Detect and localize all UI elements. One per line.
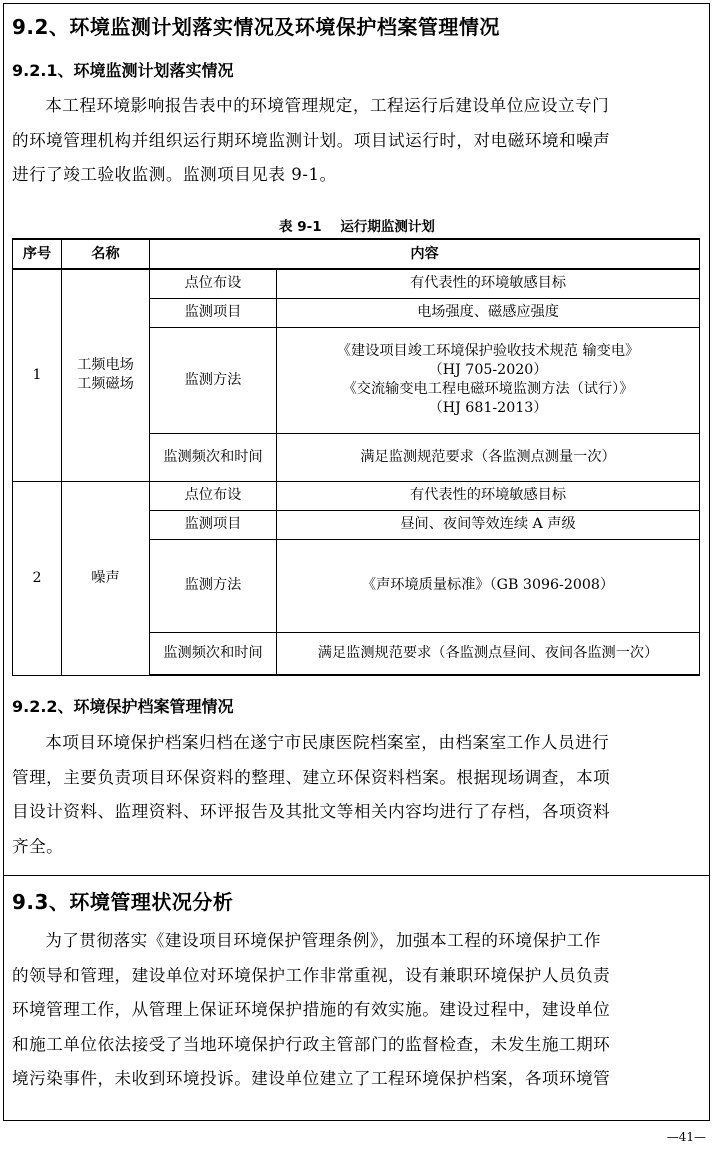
paragraph-line: 本项目环境保护档案归档在遂宁市民康医院档案室，由档案室工作人员进行 — [45, 733, 610, 752]
item-cell: 监测频次和时间 — [150, 433, 277, 481]
table-header-row — [13, 239, 700, 269]
content-line: 《建设项目竣工环境保护验收技术规范 输变电》 — [336, 343, 640, 359]
content-line: （HJ 681-2013） — [428, 400, 548, 416]
group-name-line: 工频电场 — [77, 357, 134, 374]
paragraph-line: 齐全。 — [12, 836, 64, 856]
item-cell: 监测项目 — [150, 298, 277, 327]
content-cell: 满足监测规范要求（各监测点昼间、夜间各监测一次） — [277, 632, 700, 675]
item-cell: 监测频次和时间 — [150, 632, 277, 675]
item-cell: 监测方法 — [150, 327, 277, 433]
item-cell: 点位布设 — [150, 481, 277, 510]
paragraph-line: 和施工单位依法接受了当地环境保护行政主管部门的监督检查，未发生施工期环 — [12, 1034, 611, 1054]
table-caption: 表 9-1 运行期监测计划 — [279, 219, 435, 235]
table-row — [13, 269, 700, 298]
header-content: 内容 — [150, 239, 700, 269]
paragraph-line: 境污染事件，未收到环境投诉。建设单位建立了工程环境保护档案，各项环境管 — [12, 1069, 611, 1089]
paragraph-line: 的领导和管理，建设单位对环境保护工作非常重视，设有兼职环境保护人员负责 — [12, 965, 611, 985]
section-9-3-title: 9.3、环境管理状况分析 — [12, 890, 234, 914]
item-cell: 监测方法 — [150, 539, 277, 632]
header-no: 序号 — [13, 239, 62, 269]
paragraph-line: 的环境管理机构并组织运行期环境监测计划。项目试运行时，对电磁环境和噪声 — [12, 130, 611, 150]
header-name: 名称 — [62, 239, 150, 269]
content-cell: 有代表性的环境敏感目标 — [277, 481, 700, 510]
group-name — [62, 481, 150, 675]
paragraph-line: 目设计资料、监理资料、环评报告及其批文等相关内容均进行了存档，各项资料 — [12, 802, 611, 822]
subsection-9-2-1-title: 9.2.1、环境监测计划落实情况 — [12, 61, 234, 80]
content-cell: 电场强度、磁感应强度 — [277, 298, 700, 327]
page-number: —41— — [666, 1130, 706, 1144]
paragraph-9-2-1 — [12, 89, 702, 193]
paragraph-line: 环境管理工作，从管理上保证环境保护措施的有效实施。建设过程中，建设单位 — [12, 1000, 611, 1020]
paragraph-line: 管理，主要负责项目环保资料的整理、建立环保资料档案。根据现场调查，本项 — [12, 767, 611, 787]
content-line: 《交流输变电工程电磁环境监测方法（试行）》 — [342, 381, 634, 397]
paragraph-9-2-2 — [12, 726, 702, 864]
subsection-9-2-2-title: 9.2.2、环境保护档案管理情况 — [12, 697, 234, 716]
item-cell: 监测项目 — [150, 510, 277, 539]
item-cell: 点位布设 — [150, 269, 277, 298]
table-row — [13, 481, 700, 510]
paragraph-line: 本工程环境影响报告表中的环境管理规定，工程运行后建设单位应设立专门 — [45, 96, 610, 115]
content-cell: 满足监测规范要求（各监测点测量一次） — [277, 433, 700, 481]
group-no: 2 — [13, 481, 62, 675]
section-9-2-title: 9.2、环境监测计划落实情况及环境保护档案管理情况 — [12, 15, 500, 39]
content-line: （HJ 705-2020） — [428, 362, 548, 378]
section-divider — [3, 875, 710, 876]
group-name-line: 噪声 — [91, 569, 120, 586]
content-cell: 有代表性的环境敏感目标 — [277, 269, 700, 298]
paragraph-line: 进行了竣工验收监测。监测项目见表 9-1。 — [12, 165, 337, 185]
content-cell: 《声环境质量标准》（GB 3096-2008） — [277, 539, 700, 632]
monitoring-plan-table — [12, 238, 700, 676]
content-cell: 昼间、夜间等效连续 A 声级 — [277, 510, 700, 539]
content-cell — [277, 327, 700, 433]
group-no: 1 — [13, 269, 62, 481]
paragraph-line: 为了贯彻落实《建设项目环境保护管理条例》，加强本工程的环境保护工作 — [45, 931, 601, 950]
group-name — [62, 269, 150, 481]
paragraph-9-3 — [12, 924, 702, 1097]
group-name-line: 工频磁场 — [77, 376, 134, 393]
